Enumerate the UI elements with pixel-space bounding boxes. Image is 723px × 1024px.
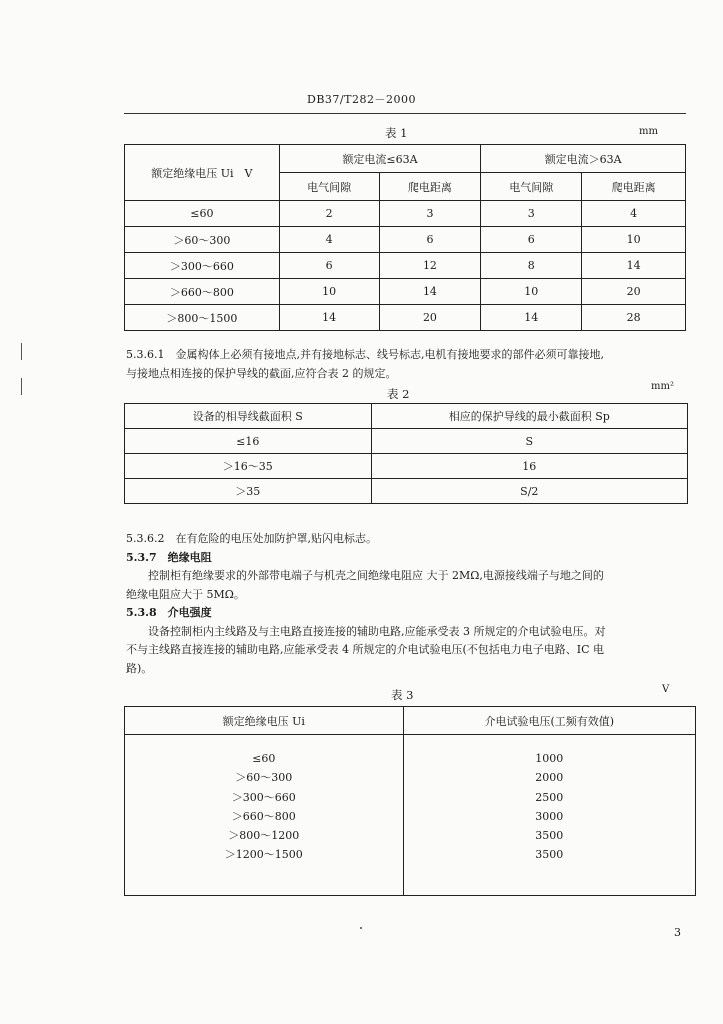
table-cell: ＞60～300 (125, 227, 280, 253)
table2-header-sp: 相应的保护导线的最小截面积 Sp (371, 404, 687, 429)
table-cell: 10 (582, 227, 686, 253)
table-cell: 4 (582, 201, 686, 227)
table-cell: 8 (481, 253, 582, 279)
table-row (125, 227, 686, 253)
table1 (124, 144, 686, 331)
table1-subheader-creepage: 爬电距离 (379, 173, 481, 201)
table-cell: S/2 (371, 479, 687, 504)
table1-subheader-creepage: 爬电距离 (582, 173, 686, 201)
list-item: 3500 (535, 848, 564, 862)
table3-test-list (403, 735, 696, 896)
list-item: 2500 (535, 790, 564, 804)
table-cell: 20 (582, 279, 686, 305)
table1-header-voltage: 额定绝缘电压 Ui V (125, 145, 280, 201)
header-rule (124, 113, 686, 114)
table1-unit: mm (639, 126, 658, 137)
paragraph-line: 路)。 (126, 661, 153, 675)
table-cell: S (371, 429, 687, 454)
table1-subheader-clearance: 电气间隙 (279, 173, 379, 201)
table-cell: 28 (582, 305, 686, 331)
table-row (125, 253, 686, 279)
table-cell: 14 (279, 305, 379, 331)
table1-caption: 表 1 (385, 126, 408, 140)
document-header: DB37/T282－2000 (307, 93, 416, 106)
table-cell: 6 (379, 227, 481, 253)
paragraph-line: 不与主线路直接连接的辅助电路,应能承受表 4 所规定的介电试验电压(不包括电力电子电路、IC 电 (126, 643, 605, 656)
table-cell: ＞16～35 (125, 454, 372, 479)
table-cell: ＞300～660 (125, 253, 280, 279)
table-cell: 14 (481, 305, 582, 331)
paragraph-line: 5.3.6.1 金属构体上必须有接地点,并有接地标志、线号标志,电机有接地要求的部件必须可靠接地, (126, 348, 604, 361)
paragraph-line: 设备控制柜内主线路及与主电路直接连接的辅助电路,应能承受表 3 所规定的介电试验电压。对 (148, 624, 606, 638)
table2-caption: 表 2 (387, 387, 410, 401)
table-row (125, 279, 686, 305)
list-item: 3500 (535, 829, 564, 843)
table-cell: ＞800～1500 (125, 305, 280, 331)
list-item: 2000 (535, 771, 564, 785)
paragraph-5362: 5.3.6.2 在有危险的电压处加防护罩,贴闪电标志。 (126, 532, 377, 545)
margin-mark (21, 343, 22, 360)
list-item: 1000 (535, 752, 564, 765)
table-cell: 16 (371, 454, 687, 479)
table-cell: ≤16 (125, 429, 372, 454)
list-item: ＞300～660 (231, 790, 296, 804)
table-cell: 14 (379, 279, 481, 305)
table3-header-ui: 额定绝缘电压 Ui (125, 707, 404, 735)
page-number: 3 (674, 926, 681, 939)
table-cell: 14 (582, 253, 686, 279)
list-item: 3000 (535, 809, 564, 823)
table1-header-gt63: 额定电流＞63A (481, 145, 686, 173)
table-cell: ＞35 (125, 479, 372, 504)
list-item: ≤60 (252, 752, 276, 765)
list-item: ＞60～300 (235, 771, 293, 785)
table1-subheader-clearance: 电气间隙 (481, 173, 582, 201)
table-cell: 10 (481, 279, 582, 305)
section-537-title: 5.3.7 绝缘电阻 (126, 550, 212, 564)
section-5361 (126, 346, 692, 383)
table-row (125, 201, 686, 227)
table-cell: 6 (279, 253, 379, 279)
table-cell: 3 (481, 201, 582, 227)
table-cell: ≤60 (125, 201, 280, 227)
list-item: ＞800～1200 (228, 829, 300, 843)
table-cell: ＞660～800 (125, 279, 280, 305)
table3-voltage-list (125, 735, 404, 896)
table3-header-test: 介电试验电压(工频有效值) (403, 707, 696, 735)
list-item: ＞660～800 (231, 809, 296, 823)
table3-caption: 表 3 (391, 688, 414, 702)
table-cell: 6 (481, 227, 582, 253)
table-row (125, 479, 688, 504)
table-cell: 12 (379, 253, 481, 279)
table-cell: 10 (279, 279, 379, 305)
margin-mark (21, 378, 22, 395)
table2-unit: mm² (651, 381, 674, 392)
paragraph-line: 与接地点相连接的保护导线的截面,应符合表 2 的规定。 (126, 366, 397, 380)
table2 (124, 403, 688, 504)
section-538-title: 5.3.8 介电强度 (126, 606, 212, 619)
table-cell: 20 (379, 305, 481, 331)
table3-unit: V (662, 684, 670, 695)
table-cell: 3 (379, 201, 481, 227)
paragraph-line: 控制柜有绝缘要求的外部带电端子与机壳之间绝缘电阻应 大于 2MΩ,电源接线端子与地之间的 (148, 569, 604, 582)
table3 (124, 706, 696, 896)
table-row (125, 454, 688, 479)
list-item: ＞1200～1500 (224, 848, 303, 862)
paragraph-line: 绝缘电阻应大于 5MΩ。 (126, 587, 245, 601)
table-cell: 2 (279, 201, 379, 227)
scan-speck (360, 927, 362, 929)
table1-header-le63: 额定电流≤63A (279, 145, 481, 173)
sections-537-538 (126, 530, 692, 678)
table-row (125, 305, 686, 331)
table-row (125, 429, 688, 454)
table-cell: 4 (279, 227, 379, 253)
table2-header-s: 设备的相导线截面积 S (125, 404, 372, 429)
